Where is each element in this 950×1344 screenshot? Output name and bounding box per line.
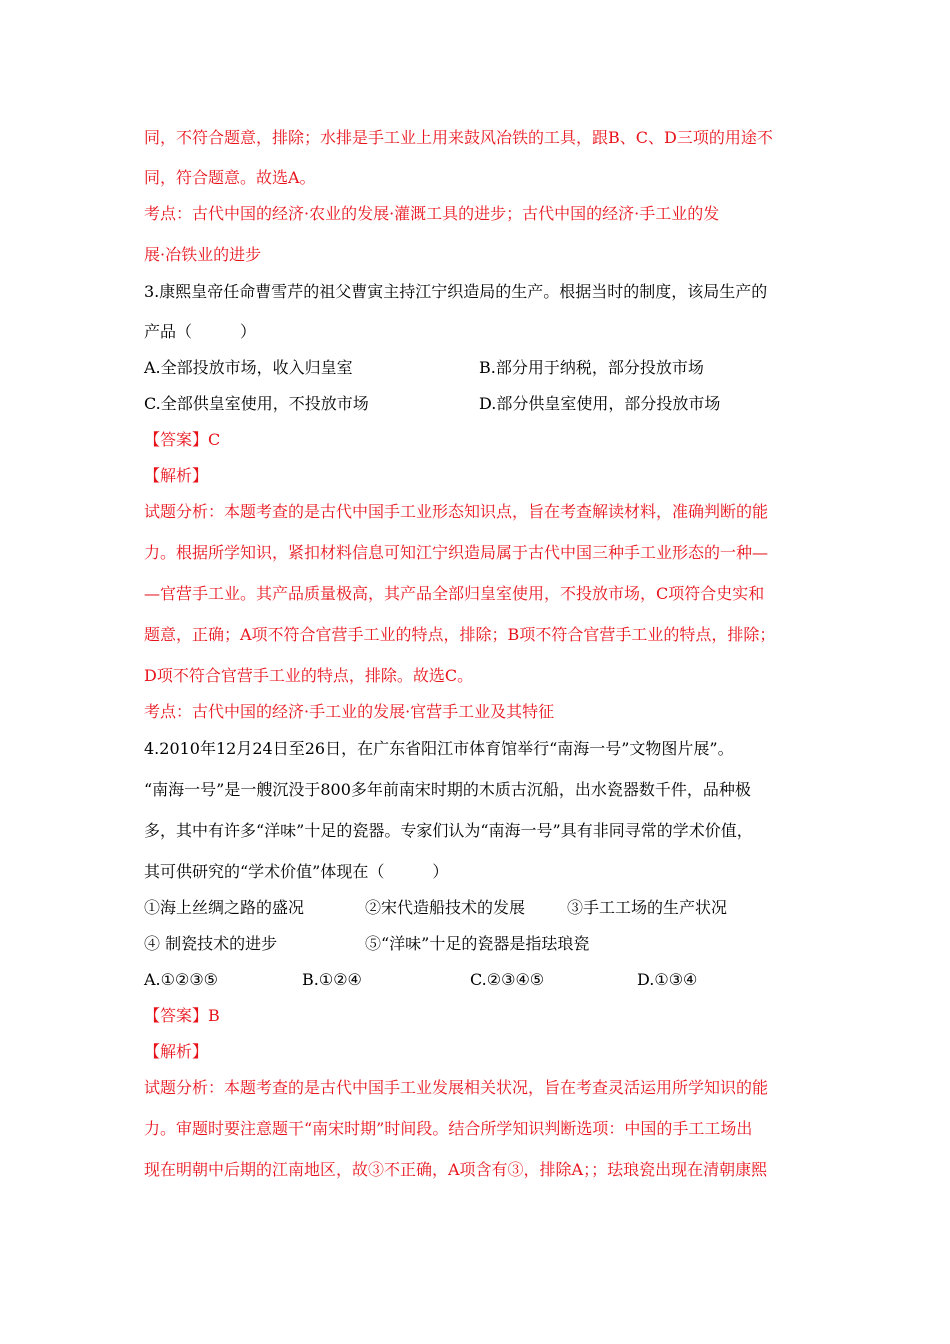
q3-option-a: A.全部投放市场，收入归皇室	[144, 358, 353, 377]
prev-explanation-line: 同，符合题意。故选A。	[144, 168, 316, 187]
q4-answer: 【答案】B	[144, 1006, 220, 1025]
q4-option-b: B.①②④	[302, 970, 362, 989]
q4-option-c: C.②③④⑤	[470, 970, 545, 989]
q3-analysis-line: 力。根据所学知识，紧扣材料信息可知江宁织造局属于古代中国三种手工业形态的一种—	[144, 543, 769, 562]
q4-item-1: ①海上丝绸之路的盛况	[144, 898, 305, 917]
q3-option-c: C.全部供皇室使用，不投放市场	[144, 394, 369, 413]
q3-analysis-header: 【解析】	[144, 466, 209, 485]
q4-stem-line: 其可供研究的“学术价值”体现在（ ）	[144, 862, 449, 881]
prev-kaodian-line: 考点：古代中国的经济·农业的发展·灌溉工具的进步；古代中国的经济·手工业的发	[144, 204, 720, 223]
q3-option-b: B.部分用于纳税，部分投放市场	[479, 358, 704, 377]
q3-analysis-line: 试题分析：本题考查的是古代中国手工业形态知识点，旨在考查解读材料，准确判断的能	[144, 502, 769, 521]
q4-item-4: ④ 制瓷技术的进步	[144, 934, 278, 953]
q4-stem-line: “南海一号”是一艘沉没于800多年前南宋时期的木质古沉船，出水瓷器数千件，品种极	[144, 780, 751, 799]
q4-stem-line: 多，其中有许多“洋味”十足的瓷器。专家们认为“南海一号”具有非同寻常的学术价值，	[144, 821, 753, 840]
q3-analysis-line: —官营手工业。其产品质量极高，其产品全部归皇室使用，不投放市场，C项符合史实和	[144, 584, 765, 603]
q3-stem-line: 3.康熙皇帝任命曹雪芹的祖父曹寅主持江宁织造局的生产。根据当时的制度，该局生产的	[144, 282, 768, 301]
q3-analysis-line: 题意，正确；A项不符合官营手工业的特点，排除；B项不符合官营手工业的特点，排除；	[144, 625, 776, 644]
q3-kaodian: 考点：古代中国的经济·手工业的发展·官营手工业及其特征	[144, 702, 555, 721]
q4-item-3: ③手工工场的生产状况	[567, 898, 728, 917]
q3-analysis-line: D项不符合官营手工业的特点，排除。故选C。	[144, 666, 474, 685]
q3-answer: 【答案】C	[144, 430, 221, 449]
q4-analysis-header: 【解析】	[144, 1042, 209, 1061]
q4-item-5: ⑤“洋味”十足的瓷器是指珐琅瓷	[365, 934, 590, 953]
q4-analysis-line: 现在明朝中后期的江南地区，故③不正确，A项含有③，排除A；；珐琅瓷出现在清朝康熙	[144, 1160, 768, 1179]
q4-option-d: D.①③④	[637, 970, 698, 989]
q3-stem-line: 产品（ ）	[144, 322, 257, 341]
prev-kaodian-line: 展·冶铁业的进步	[144, 245, 262, 264]
q4-option-a: A.①②③⑤	[144, 970, 219, 989]
q4-analysis-line: 力。审题时要注意题干“南宋时期”时间段。结合所学知识判断选项：中国的手工工场出	[144, 1119, 753, 1138]
q3-option-d: D.部分供皇室使用，部分投放市场	[479, 394, 721, 413]
q4-analysis-line: 试题分析：本题考查的是古代中国手工业发展相关状况，旨在考查灵活运用所学知识的能	[144, 1078, 769, 1097]
q4-stem-line: 4.2010年12月24日至26日，在广东省阳江市体育馆举行“南海一号”文物图片展”。	[144, 739, 734, 758]
prev-explanation-line: 同，不符合题意，排除；水排是手工业上用来鼓风冶铁的工具，跟B、C、D三项的用途不	[144, 128, 773, 147]
q4-item-2: ②宋代造船技术的发展	[365, 898, 526, 917]
